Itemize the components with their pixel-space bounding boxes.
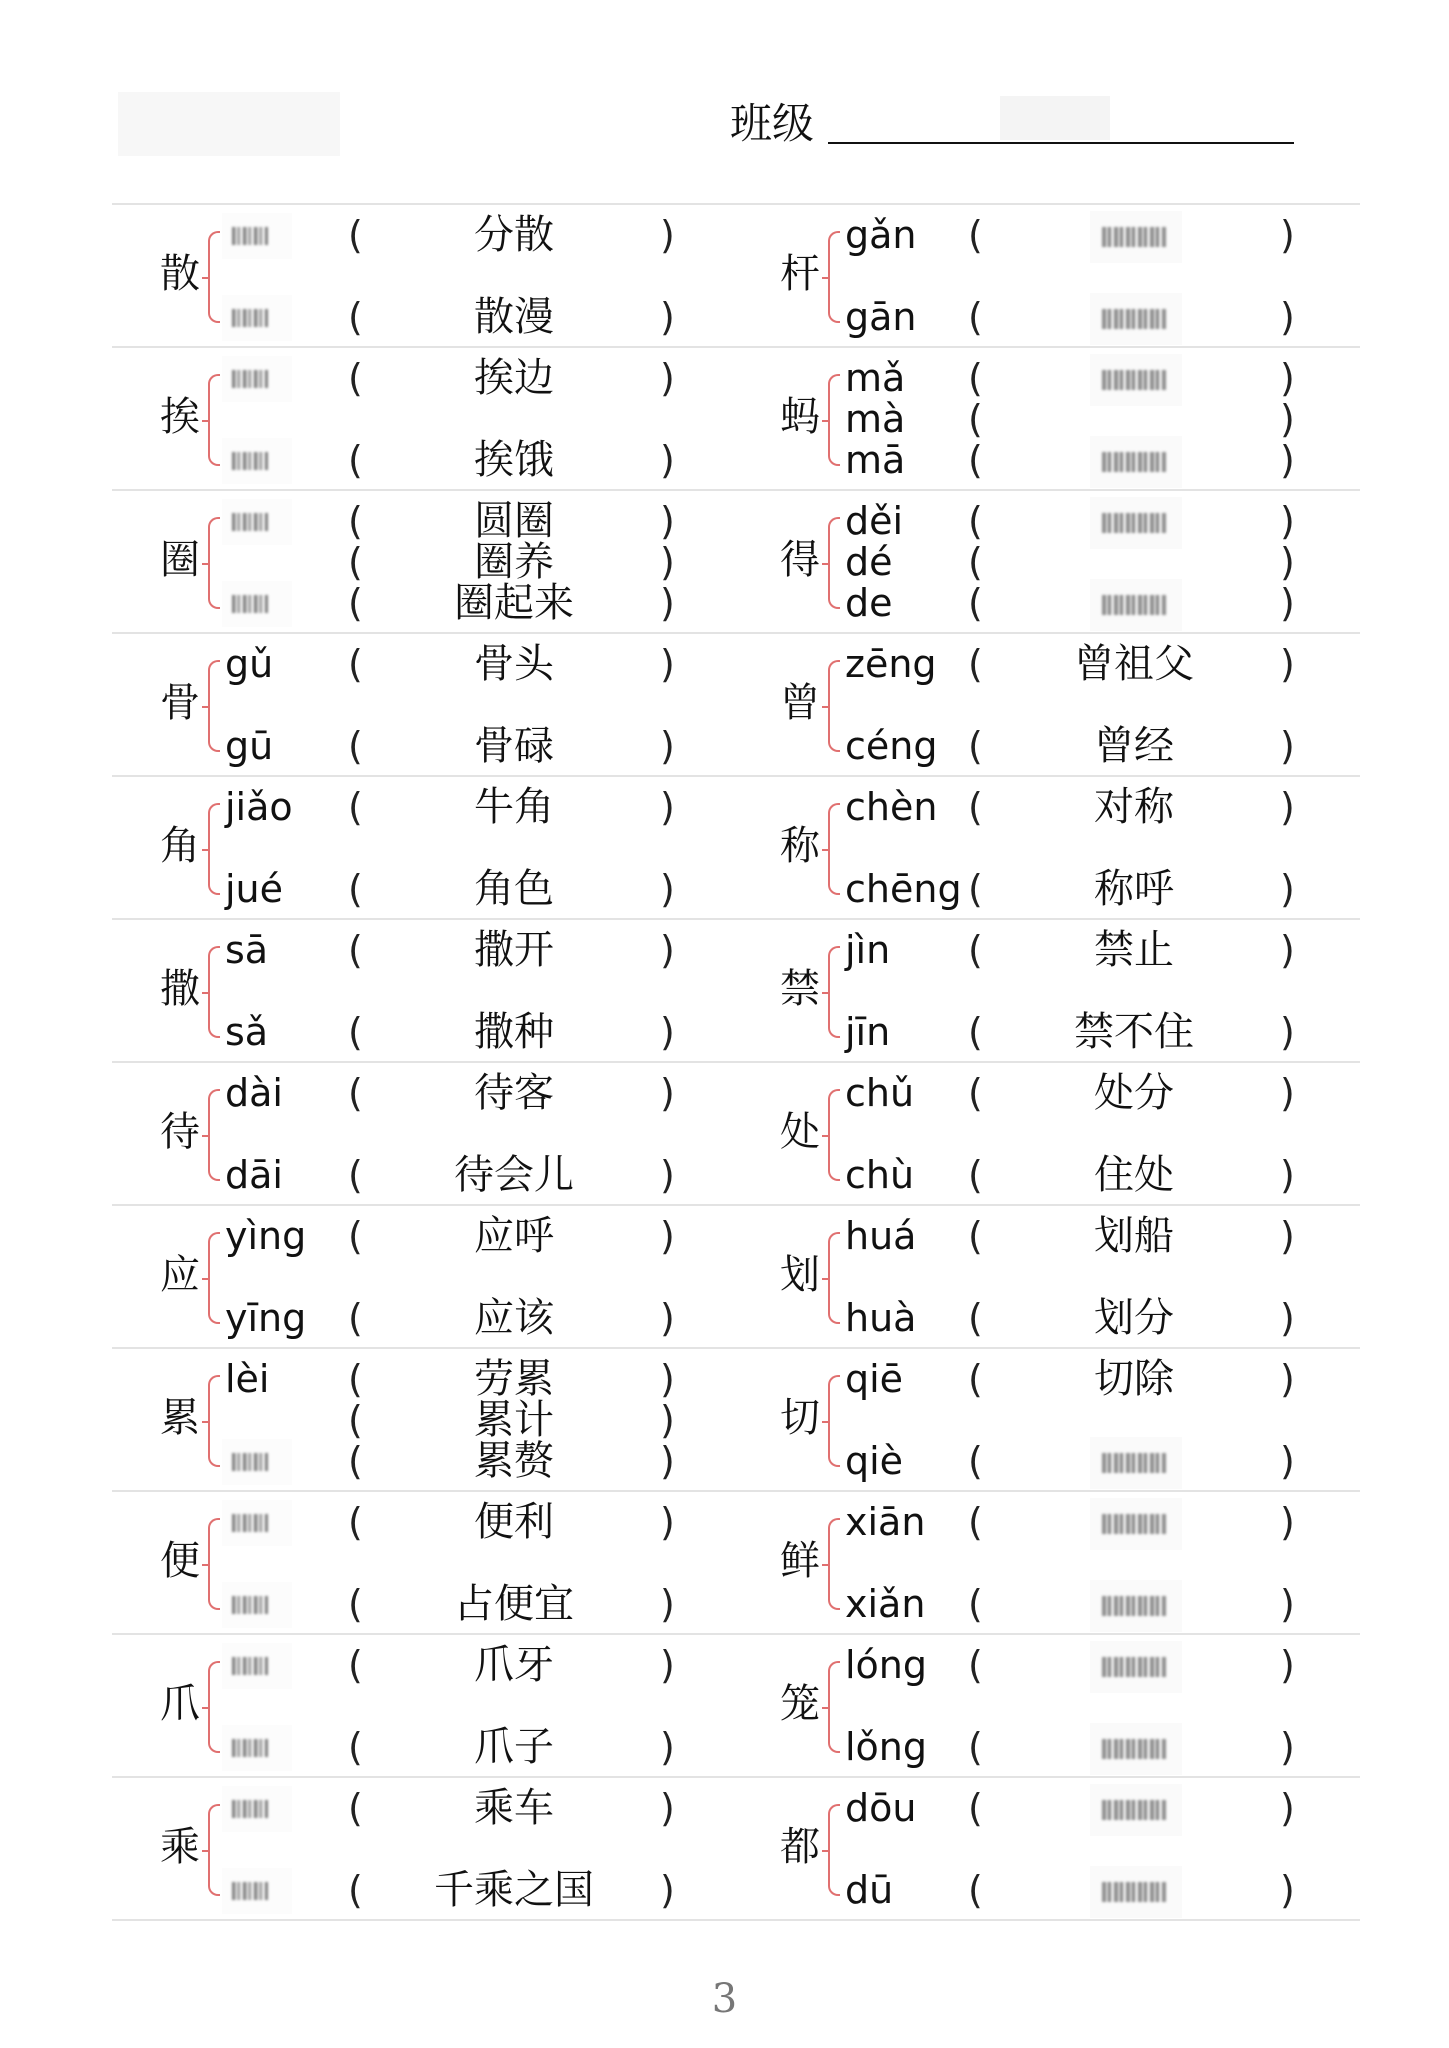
close-paren: ) xyxy=(660,1868,675,1912)
close-paren: ) xyxy=(1280,867,1295,911)
open-paren: ( xyxy=(348,1296,363,1340)
example-word: 劳累 xyxy=(474,1356,554,1402)
open-paren: ( xyxy=(968,1786,983,1830)
pinyin: qiè xyxy=(845,1439,904,1483)
pinyin: chēng xyxy=(845,867,962,911)
brace-bracket xyxy=(828,1232,840,1324)
open-paren: ( xyxy=(348,1357,363,1401)
pinyin: jīn xyxy=(845,1010,891,1054)
open-paren: ( xyxy=(348,499,363,543)
open-paren: ( xyxy=(968,1868,983,1912)
brace-bracket xyxy=(828,803,840,895)
brace-bracket xyxy=(828,1089,840,1181)
open-paren: ( xyxy=(968,295,983,339)
open-paren: ( xyxy=(348,1643,363,1687)
open-paren: ( xyxy=(348,785,363,829)
brace-bracket xyxy=(208,1804,220,1896)
example-word: 禁止 xyxy=(1094,927,1174,973)
open-paren: ( xyxy=(348,642,363,686)
open-paren: ( xyxy=(348,213,363,257)
open-paren: ( xyxy=(348,356,363,400)
pinyin: céng xyxy=(845,724,938,768)
polyphone-char: 曾 xyxy=(780,680,820,726)
brace-bracket xyxy=(828,946,840,1038)
close-paren: ) xyxy=(1280,499,1295,543)
pinyin: mà xyxy=(845,397,906,441)
close-paren: ) xyxy=(1280,785,1295,829)
pinyin: xiǎn xyxy=(845,1582,926,1626)
close-paren: ) xyxy=(660,1214,675,1258)
polyphone-char: 笼 xyxy=(780,1681,820,1727)
example-word: 曾经 xyxy=(1094,723,1174,769)
blurred-word xyxy=(1100,1588,1170,1622)
close-paren: ) xyxy=(660,1153,675,1197)
polyphone-char: 散 xyxy=(160,251,200,297)
blurred-word xyxy=(1100,1792,1170,1826)
open-paren: ( xyxy=(348,1868,363,1912)
pinyin: dài xyxy=(225,1071,283,1115)
blurred-header-left xyxy=(118,92,340,156)
blurred-pinyin xyxy=(228,1506,274,1540)
pinyin: jiǎo xyxy=(225,785,293,829)
example-word: 千乘之国 xyxy=(434,1867,594,1913)
open-paren: ( xyxy=(968,785,983,829)
brace-bracket xyxy=(208,374,220,466)
open-paren: ( xyxy=(348,1214,363,1258)
example-word: 撒种 xyxy=(474,1009,554,1055)
example-word: 乘车 xyxy=(474,1785,554,1831)
close-paren: ) xyxy=(660,928,675,972)
blurred-class-value xyxy=(1000,96,1110,140)
close-paren: ) xyxy=(1280,1071,1295,1115)
brace-bracket xyxy=(828,374,840,466)
example-word: 分散 xyxy=(474,212,554,258)
close-paren: ) xyxy=(1280,1214,1295,1258)
blurred-word xyxy=(1100,1874,1170,1908)
close-paren: ) xyxy=(660,724,675,768)
close-paren: ) xyxy=(1280,438,1295,482)
close-paren: ) xyxy=(1280,724,1295,768)
open-paren: ( xyxy=(968,438,983,482)
pinyin: dū xyxy=(845,1868,894,1912)
polyphone-char: 待 xyxy=(160,1109,200,1155)
example-word: 便利 xyxy=(474,1499,554,1545)
close-paren: ) xyxy=(1280,1296,1295,1340)
close-paren: ) xyxy=(1280,540,1295,584)
blurred-word xyxy=(1100,301,1170,335)
close-paren: ) xyxy=(1280,1582,1295,1626)
blurred-pinyin xyxy=(228,587,274,621)
close-paren: ) xyxy=(660,356,675,400)
brace-bracket xyxy=(828,517,840,609)
open-paren: ( xyxy=(968,1500,983,1544)
close-paren: ) xyxy=(1280,928,1295,972)
brace-bracket xyxy=(828,660,840,752)
polyphone-char: 爪 xyxy=(160,1681,200,1727)
close-paren: ) xyxy=(1280,1500,1295,1544)
pinyin: yīng xyxy=(225,1296,307,1340)
pinyin: chù xyxy=(845,1153,915,1197)
pinyin: huà xyxy=(845,1296,917,1340)
open-paren: ( xyxy=(348,1786,363,1830)
pinyin: gū xyxy=(225,724,274,768)
open-paren: ( xyxy=(348,438,363,482)
page-number: 3 xyxy=(711,1976,738,2022)
example-word: 圆圈 xyxy=(474,498,554,544)
class-field xyxy=(730,98,814,150)
polyphone-char: 得 xyxy=(780,537,820,583)
blurred-word xyxy=(1100,1445,1170,1479)
polyphone-char: 累 xyxy=(160,1395,200,1441)
brace-bracket xyxy=(828,1661,840,1753)
pinyin: chèn xyxy=(845,785,938,829)
pinyin: mǎ xyxy=(845,356,906,400)
brace-bracket xyxy=(828,231,840,323)
blurred-word xyxy=(1100,1649,1170,1683)
blurred-pinyin xyxy=(228,1649,274,1683)
open-paren: ( xyxy=(968,1643,983,1687)
example-word: 累计 xyxy=(474,1397,554,1443)
brace-bracket xyxy=(208,660,220,752)
close-paren: ) xyxy=(660,1582,675,1626)
open-paren: ( xyxy=(348,1500,363,1544)
row-divider xyxy=(112,775,1360,777)
open-paren: ( xyxy=(348,1582,363,1626)
open-paren: ( xyxy=(968,540,983,584)
close-paren: ) xyxy=(1280,581,1295,625)
blurred-pinyin xyxy=(228,1874,274,1908)
close-paren: ) xyxy=(660,213,675,257)
example-word: 称呼 xyxy=(1094,866,1174,912)
open-paren: ( xyxy=(348,1153,363,1197)
row-divider xyxy=(112,1490,1360,1492)
brace-bracket xyxy=(828,1375,840,1467)
close-paren: ) xyxy=(1280,1357,1295,1401)
row-divider xyxy=(112,918,1360,920)
open-paren: ( xyxy=(348,1439,363,1483)
example-word: 禁不住 xyxy=(1074,1009,1194,1055)
example-word: 对称 xyxy=(1094,784,1174,830)
pinyin: yìng xyxy=(225,1214,307,1258)
example-word: 圈起来 xyxy=(454,580,574,626)
pinyin: lèi xyxy=(225,1357,270,1401)
polyphone-char: 圈 xyxy=(160,537,200,583)
example-word: 待客 xyxy=(474,1070,554,1116)
pinyin: dōu xyxy=(845,1786,917,1830)
close-paren: ) xyxy=(660,642,675,686)
open-paren: ( xyxy=(968,1214,983,1258)
example-word: 划船 xyxy=(1094,1213,1174,1259)
row-divider xyxy=(112,1347,1360,1349)
polyphone-char: 乘 xyxy=(160,1824,200,1870)
example-word: 待会儿 xyxy=(454,1152,574,1198)
open-paren: ( xyxy=(968,1153,983,1197)
brace-bracket xyxy=(208,1661,220,1753)
blurred-word xyxy=(1100,1731,1170,1765)
open-paren: ( xyxy=(968,397,983,441)
pinyin: xiān xyxy=(845,1500,926,1544)
blurred-pinyin xyxy=(228,219,274,253)
polyphone-char: 撒 xyxy=(160,966,200,1012)
open-paren: ( xyxy=(968,1582,983,1626)
blurred-pinyin xyxy=(228,1445,274,1479)
polyphone-char: 鲜 xyxy=(780,1538,820,1584)
open-paren: ( xyxy=(968,642,983,686)
blurred-word xyxy=(1100,1506,1170,1540)
example-word: 应呼 xyxy=(474,1213,554,1259)
pinyin: zēng xyxy=(845,642,937,686)
example-word: 骨头 xyxy=(474,641,554,687)
row-divider xyxy=(112,632,1360,634)
brace-bracket xyxy=(208,231,220,323)
close-paren: ) xyxy=(1280,1153,1295,1197)
open-paren: ( xyxy=(348,1071,363,1115)
open-paren: ( xyxy=(968,928,983,972)
pinyin: chǔ xyxy=(845,1071,915,1115)
open-paren: ( xyxy=(348,1725,363,1769)
close-paren: ) xyxy=(1280,1868,1295,1912)
blurred-pinyin xyxy=(228,1792,274,1826)
pinyin: de xyxy=(845,581,893,625)
example-word: 累赘 xyxy=(474,1438,554,1484)
close-paren: ) xyxy=(660,1398,675,1442)
polyphone-char: 挨 xyxy=(160,394,200,440)
pinyin: gǎn xyxy=(845,213,917,257)
example-word: 曾祖父 xyxy=(1074,641,1194,687)
blurred-word xyxy=(1100,362,1170,396)
example-word: 切除 xyxy=(1094,1356,1174,1402)
pinyin: mā xyxy=(845,438,906,482)
blurred-pinyin xyxy=(228,301,274,335)
blurred-word xyxy=(1100,219,1170,253)
polyphone-char: 处 xyxy=(780,1109,820,1155)
close-paren: ) xyxy=(660,438,675,482)
pinyin: dé xyxy=(845,540,893,584)
example-word: 爪子 xyxy=(474,1724,554,1770)
example-word: 骨碌 xyxy=(474,723,554,769)
example-word: 圈养 xyxy=(474,539,554,585)
blurred-pinyin xyxy=(228,505,274,539)
polyphone-char: 禁 xyxy=(780,966,820,1012)
blurred-pinyin xyxy=(228,362,274,396)
close-paren: ) xyxy=(1280,1786,1295,1830)
close-paren: ) xyxy=(660,540,675,584)
close-paren: ) xyxy=(1280,1643,1295,1687)
close-paren: ) xyxy=(660,1643,675,1687)
pinyin: qiē xyxy=(845,1357,904,1401)
example-word: 占便宜 xyxy=(454,1581,574,1627)
pinyin: dāi xyxy=(225,1153,283,1197)
row-divider xyxy=(112,1061,1360,1063)
pinyin: huá xyxy=(845,1214,917,1258)
class-label: 班级 xyxy=(730,99,815,148)
pinyin: jué xyxy=(225,867,284,911)
blurred-word xyxy=(1100,444,1170,478)
close-paren: ) xyxy=(660,295,675,339)
row-divider xyxy=(112,489,1360,491)
open-paren: ( xyxy=(348,928,363,972)
row-divider xyxy=(112,203,1360,205)
row-divider xyxy=(112,1633,1360,1635)
row-divider xyxy=(112,1204,1360,1206)
example-word: 住处 xyxy=(1094,1152,1174,1198)
brace-bracket xyxy=(208,1232,220,1324)
close-paren: ) xyxy=(1280,213,1295,257)
open-paren: ( xyxy=(968,213,983,257)
class-underline[interactable] xyxy=(828,142,1294,144)
polyphone-char: 划 xyxy=(780,1252,820,1298)
open-paren: ( xyxy=(348,295,363,339)
pinyin: lǒng xyxy=(845,1725,928,1769)
pinyin: sǎ xyxy=(225,1010,269,1054)
open-paren: ( xyxy=(348,1010,363,1054)
example-word: 撒开 xyxy=(474,927,554,973)
blurred-pinyin xyxy=(228,1731,274,1765)
open-paren: ( xyxy=(968,1296,983,1340)
pinyin: jìn xyxy=(845,928,891,972)
row-divider xyxy=(112,1919,1360,1921)
blurred-pinyin xyxy=(228,1588,274,1622)
example-word: 应该 xyxy=(474,1295,554,1341)
polyphone-char: 杆 xyxy=(780,251,820,297)
close-paren: ) xyxy=(660,1500,675,1544)
open-paren: ( xyxy=(348,1398,363,1442)
close-paren: ) xyxy=(1280,1010,1295,1054)
example-word: 挨边 xyxy=(474,355,554,401)
brace-bracket xyxy=(208,1518,220,1610)
open-paren: ( xyxy=(348,867,363,911)
open-paren: ( xyxy=(348,724,363,768)
close-paren: ) xyxy=(1280,356,1295,400)
open-paren: ( xyxy=(968,1725,983,1769)
brace-bracket xyxy=(208,803,220,895)
close-paren: ) xyxy=(660,1786,675,1830)
open-paren: ( xyxy=(968,1071,983,1115)
close-paren: ) xyxy=(660,1071,675,1115)
example-word: 挨饿 xyxy=(474,437,554,483)
brace-bracket xyxy=(828,1518,840,1610)
polyphone-char: 骨 xyxy=(160,680,200,726)
example-word: 爪牙 xyxy=(474,1642,554,1688)
polyphone-char: 蚂 xyxy=(780,394,820,440)
example-word: 角色 xyxy=(474,866,554,912)
close-paren: ) xyxy=(1280,1439,1295,1483)
pinyin: sā xyxy=(225,928,269,972)
close-paren: ) xyxy=(660,785,675,829)
polyphone-char: 便 xyxy=(160,1538,200,1584)
close-paren: ) xyxy=(1280,397,1295,441)
polyphone-char: 称 xyxy=(780,823,820,869)
blurred-word xyxy=(1100,505,1170,539)
open-paren: ( xyxy=(968,1357,983,1401)
brace-bracket xyxy=(208,517,220,609)
close-paren: ) xyxy=(660,1296,675,1340)
example-word: 散漫 xyxy=(474,294,554,340)
close-paren: ) xyxy=(660,499,675,543)
polyphone-char: 都 xyxy=(780,1824,820,1870)
close-paren: ) xyxy=(1280,642,1295,686)
close-paren: ) xyxy=(660,1010,675,1054)
row-divider xyxy=(112,346,1360,348)
open-paren: ( xyxy=(968,1010,983,1054)
close-paren: ) xyxy=(1280,1725,1295,1769)
open-paren: ( xyxy=(348,581,363,625)
brace-bracket xyxy=(208,1089,220,1181)
pinyin: gān xyxy=(845,295,917,339)
blurred-pinyin xyxy=(228,444,274,478)
open-paren: ( xyxy=(348,540,363,584)
example-word: 处分 xyxy=(1094,1070,1174,1116)
open-paren: ( xyxy=(968,724,983,768)
pinyin: gǔ xyxy=(225,642,274,686)
close-paren: ) xyxy=(660,1357,675,1401)
example-word: 牛角 xyxy=(474,784,554,830)
close-paren: ) xyxy=(660,581,675,625)
open-paren: ( xyxy=(968,867,983,911)
close-paren: ) xyxy=(660,867,675,911)
open-paren: ( xyxy=(968,581,983,625)
blurred-word xyxy=(1100,587,1170,621)
polyphone-char: 应 xyxy=(160,1252,200,1298)
close-paren: ) xyxy=(1280,295,1295,339)
polyphone-char: 角 xyxy=(160,823,200,869)
brace-bracket xyxy=(208,946,220,1038)
brace-bracket xyxy=(828,1804,840,1896)
example-word: 划分 xyxy=(1094,1295,1174,1341)
open-paren: ( xyxy=(968,1439,983,1483)
open-paren: ( xyxy=(968,356,983,400)
open-paren: ( xyxy=(968,499,983,543)
brace-bracket xyxy=(208,1375,220,1467)
polyphone-char: 切 xyxy=(780,1395,820,1441)
pinyin: děi xyxy=(845,499,904,543)
close-paren: ) xyxy=(660,1439,675,1483)
close-paren: ) xyxy=(660,1725,675,1769)
row-divider xyxy=(112,1776,1360,1778)
pinyin: lóng xyxy=(845,1643,928,1687)
